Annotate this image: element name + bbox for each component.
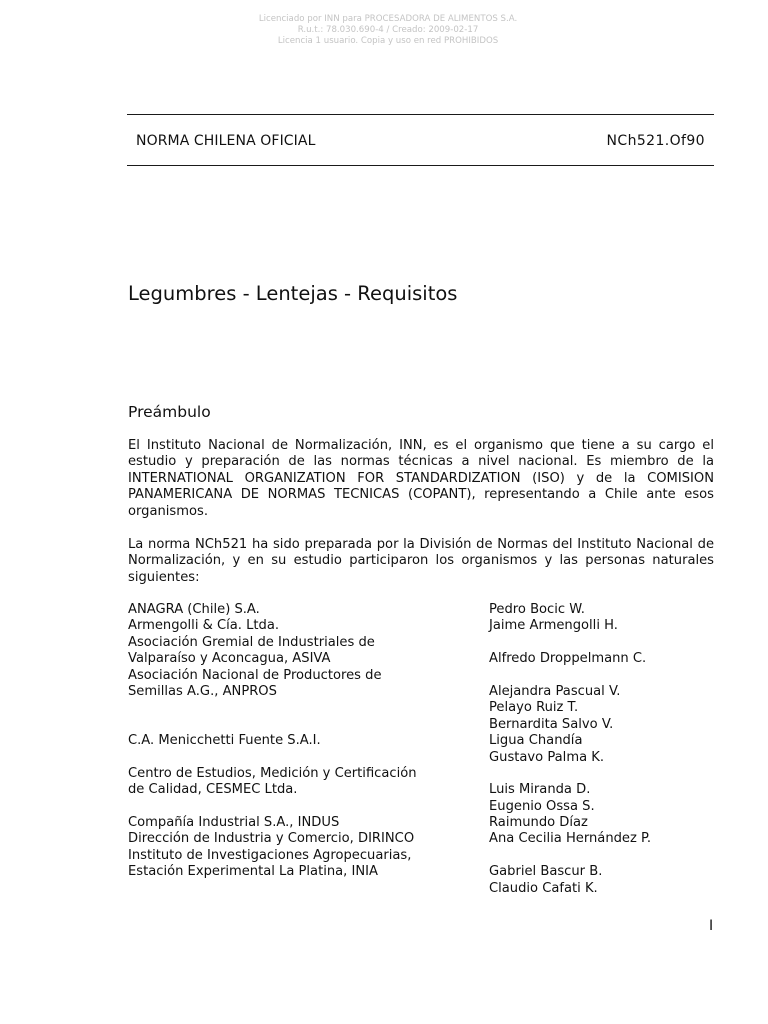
watermark-line-1: Licenciado por INN para PROCESADORA DE ALIMENTOS S.A. — [258, 14, 518, 24]
organization-line: Armengolli & Cía. Ltda. — [128, 618, 280, 634]
person-line: Claudio Cafati K. — [489, 880, 598, 896]
person-line: Alejandra Pascual V. — [489, 683, 621, 699]
person-line — [489, 766, 714, 782]
person-line: Pedro Bocic W. — [489, 602, 585, 617]
organizations-column — [128, 602, 468, 881]
organization-line: Dirección de Industria y Comercio, DIRINCO — [128, 831, 415, 847]
organization-line: ANAGRA (Chile) S.A. — [128, 602, 260, 617]
organization-line — [128, 750, 468, 766]
person-line — [489, 635, 714, 651]
person-line: Ana Cecilia Hernández P. — [489, 831, 652, 847]
organization-line — [128, 799, 468, 815]
watermark-line-3: Licencia 1 usuario. Copia y uso en red PROHIBIDOS — [277, 36, 499, 46]
organization-line: Centro de Estudios, Medición y Certificación — [128, 765, 417, 781]
organization-line: Estación Experimental La Platina, INIA — [128, 864, 378, 880]
organization-line: Asociación Nacional de Productores de — [128, 667, 382, 683]
document-title: Legumbres - Lentejas - Requisitos — [128, 282, 458, 305]
organization-line — [128, 700, 468, 716]
watermark-line-2: R.u.t.: 78.030.690-4 / Creado: 2009-02-17 — [297, 25, 479, 35]
person-line: Gabriel Bascur B. — [489, 864, 603, 880]
organization-line: Semillas A.G., ANPROS — [128, 683, 277, 699]
organization-line: Valparaíso y Aconcagua, ASIVA — [128, 651, 331, 667]
preamble-paragraph-1: El Instituto Nacional de Normalización, INN, es el organismo que tiene a su cargo el estudio y preparación de las normas técnicas a nivel nacional. Es miembro de la INTERNATIONAL ORGANIZATION FOR STANDARDIZATION (ISO) y de la COMISION PANAMERICANA DE NORMAS TECNICAS (COPANT), representando a Chile ante esos organismos. — [128, 438, 714, 519]
standard-code: NCh521.Of90 — [606, 133, 705, 149]
person-line: Luis Miranda D. — [489, 782, 591, 798]
preamble-heading: Preámbulo — [128, 403, 211, 421]
header-bottom-rule — [127, 165, 714, 166]
header-top-rule — [127, 114, 714, 115]
organization-line: Asociación Gremial de Industriales de — [128, 634, 375, 650]
organization-line: de Calidad, CESMEC Ltda. — [128, 782, 298, 798]
person-line: Gustavo Palma K. — [489, 749, 605, 765]
person-line: Raimundo Díaz — [489, 815, 588, 831]
preamble-paragraph-2: La norma NCh521 ha sido preparada por la División de Normas del Instituto Nacional de Normalización, y en su estudio participaron los organismos y las personas naturales siguientes: — [128, 537, 714, 585]
organization-line: C.A. Menicchetti Fuente S.A.I. — [128, 733, 321, 749]
standard-type-label: NORMA CHILENA OFICIAL — [136, 133, 316, 149]
person-line: Bernardita Salvo V. — [489, 716, 614, 732]
person-line: Eugenio Ossa S. — [489, 798, 595, 814]
person-line: Ligua Chandía — [489, 733, 583, 749]
person-line — [489, 848, 714, 864]
person-line: Jaime Armengolli H. — [489, 618, 618, 634]
organization-line — [128, 717, 468, 733]
page-number: I — [709, 918, 714, 934]
person-line: Alfredo Droppelmann C. — [489, 651, 647, 667]
organization-line: Compañía Industrial S.A., INDUS — [128, 815, 340, 831]
organization-line: Instituto de Investigaciones Agropecuarias, — [128, 847, 412, 863]
person-line: Pelayo Ruiz T. — [489, 700, 579, 716]
person-line — [489, 668, 714, 684]
people-column — [489, 602, 714, 897]
license-watermark — [0, 14, 768, 47]
